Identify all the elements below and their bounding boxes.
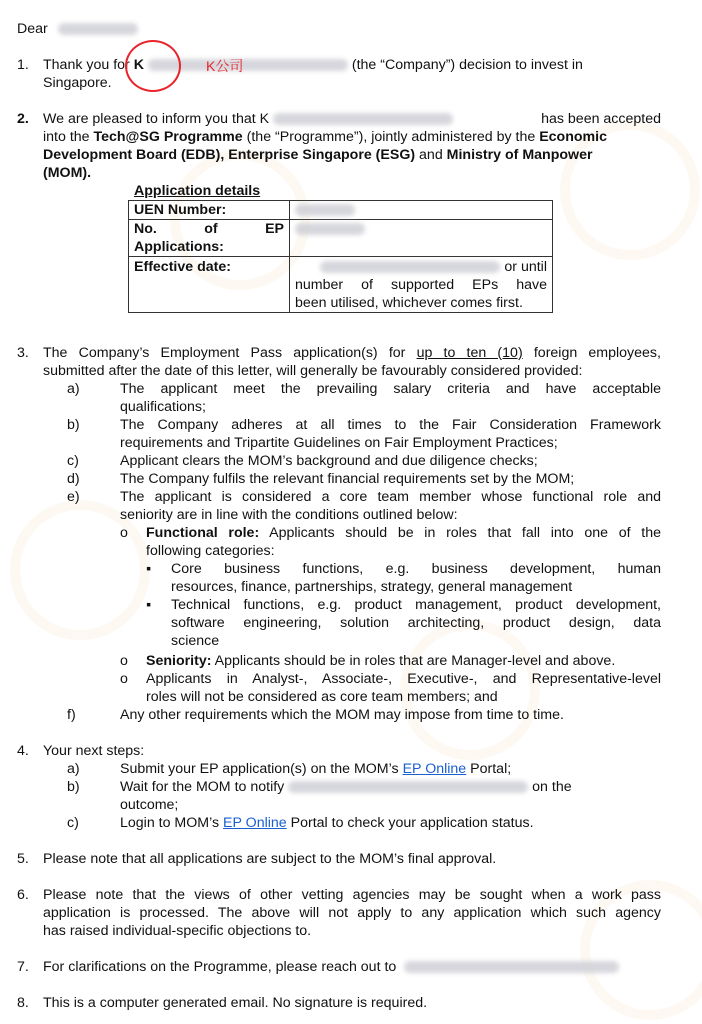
programme-name: Tech@SG Programme [93, 129, 243, 145]
list-item-text: The applicant is considered a core team member whose functional role and [120, 489, 661, 505]
ep-online-link[interactable]: EP Online [223, 815, 287, 831]
paragraph-number: 5. [17, 851, 29, 867]
list-item-text: Applicant clears the MOM’s background and due diligence checks; [120, 453, 538, 469]
paragraph-number: 4. [17, 743, 29, 759]
paragraph-number: 2. [17, 111, 29, 127]
list-item-label: d) [67, 471, 80, 487]
paragraph-number: 1. [17, 57, 29, 73]
bullet-circle: o [120, 525, 128, 541]
paragraph-number: 7. [17, 959, 29, 975]
redacted-company [288, 781, 528, 793]
redacted-count [295, 223, 365, 235]
paragraph-8: This is a computer generated email. No signature is required. [43, 995, 428, 1011]
bullet-square: ▪ [146, 597, 152, 613]
paragraph-5: Please note that all applications are subject to the MOM’s final approval. [43, 851, 497, 867]
uen-label: UEN Number: [129, 201, 290, 220]
redacted-email [404, 961, 619, 973]
list-item-text: qualifications; [120, 399, 206, 415]
redacted-name [58, 23, 138, 35]
paragraph-1: Thank you for K (the “Company”) decision to invest in [43, 57, 583, 73]
paragraph-6: Please note that the views of other vetting agencies may be sought when a work pass [43, 887, 661, 903]
ep-applications-label: No. of EP [134, 221, 284, 237]
bullet-text: Technical functions, e.g. product management, product development, [171, 597, 661, 613]
bullet-circle: o [120, 671, 128, 687]
list-item-text: seniority are in line with the conditions outlined below: [120, 507, 458, 523]
annotation-label: K公司 [206, 58, 244, 74]
list-item-text: requirements and Tripartite Guidelines on Fair Employment Practices; [120, 435, 558, 451]
list-item-label: c) [67, 453, 79, 469]
bullet-text: Core business functions, e.g. business development, human [171, 561, 661, 577]
ep-online-link[interactable]: EP Online [402, 761, 467, 777]
list-item-label: e) [67, 489, 80, 505]
application-details-heading: Application details [134, 183, 261, 199]
list-item-label: b) [67, 417, 80, 433]
list-item-text: The Company adheres at all times to the Fair Consideration Framework [120, 417, 661, 433]
list-item-text: The Company fulfils the relevant financial requirements set by the MOM; [120, 471, 575, 487]
paragraph-2: We are pleased to inform you that K has been accepted [43, 111, 661, 127]
bullet-text: resources, finance, partnerships, strategy, general management [171, 579, 573, 595]
redacted-dates [320, 261, 500, 273]
paragraph-3: The Company’s Employment Pass application(s) for up to ten (10) foreign employees, [43, 345, 661, 361]
application-details-table: UEN Number: No. of EP Applications: Effective date: or until number of supported EPs have been utilised, whichever comes first. [128, 200, 553, 313]
bullet-square: ▪ [146, 561, 152, 577]
red-circle-annotation [125, 40, 181, 92]
redacted-company [273, 113, 453, 125]
bullet-circle: o [120, 653, 128, 669]
bullet-text: science [171, 633, 220, 649]
paragraph-number: 3. [17, 345, 29, 361]
list-item-label: a) [67, 381, 80, 397]
paragraph-number: 8. [17, 995, 29, 1011]
redacted-uen [295, 204, 355, 216]
greeting: Dear [17, 21, 48, 37]
bullet-text: software engineering, solution architecting, product design, data [171, 615, 661, 631]
paragraph-number: 6. [17, 887, 29, 903]
letter-document: Dear 1. Thank you for K (the “Company”) decision to invest in Singapore. K公司 2. We are pleased to inform you that K has been accepted into the Tech@SG Programme (the “Programme”), jointly administered by the Economic Development Board (EDB), Enterprise Singapore (ESG) and Ministry of Manpower (MOM). Application details UEN Number: No. of EP Applications: Effective date: or until number of supported EPs have been utilised, whichever comes first. 3. The Company’s Employment Pass application(s) for up to ten (10) foreign employees, submitted after the date of this letter, will generally be favourably considered provided: a) The applicant meet the prevailing salary criteria and have acceptable qualifications; b) The Company adheres at all times to the Fair Consideration Framework requirements and Tripartite Guidelines on Fair Employment Practices; c) Applicant clears the MOM’s background and due diligence checks; d) The Company fulfils the relevant financial requirements set by the MOM; e) The applicant is considered a core team member whose functional role and seniority are in line with the conditions outlined below: o Functional role: Applicants should be in roles that fall into one of the following categories: ▪ Core business functions, e.g. business development, human resources, finance, partnerships, strategy, general management ▪ Technical functions, e.g. product management, product development, software engineering, solution architecting, product design, data science o Seniority: Applicants should be in roles that are Manager-level and above. o Applicants in Analyst-, Associate-, Executive-, and Representative-level roles will not be considered as core team members; and f) Any other requirements which the MOM may impose from time to time. 4. Your next steps: a) Submit your EP application(s) on the MOM’s EP Online Portal; b) Wait for the MOM to notify on the outcome; c) Login to MOM’s EP Online Portal to check your application status. 5. Please note that all applications are subject to the MOM’s final approval. 6. Please note that the views of other vetting agencies may be sought when a work pass application is processed. The above will not apply to any application which such agency has raised individual-specific objections to. 7. For clarifications on the Programme, please reach out to 8. This is a computer generated email. No signature is required. [0, 0, 702, 1024]
list-item-text: The applicant meet the prevailing salary criteria and have acceptable [120, 381, 661, 397]
effective-date-label: Effective date: [129, 257, 290, 313]
paragraph-7: For clarifications on the Programme, please reach out to [43, 958, 619, 976]
